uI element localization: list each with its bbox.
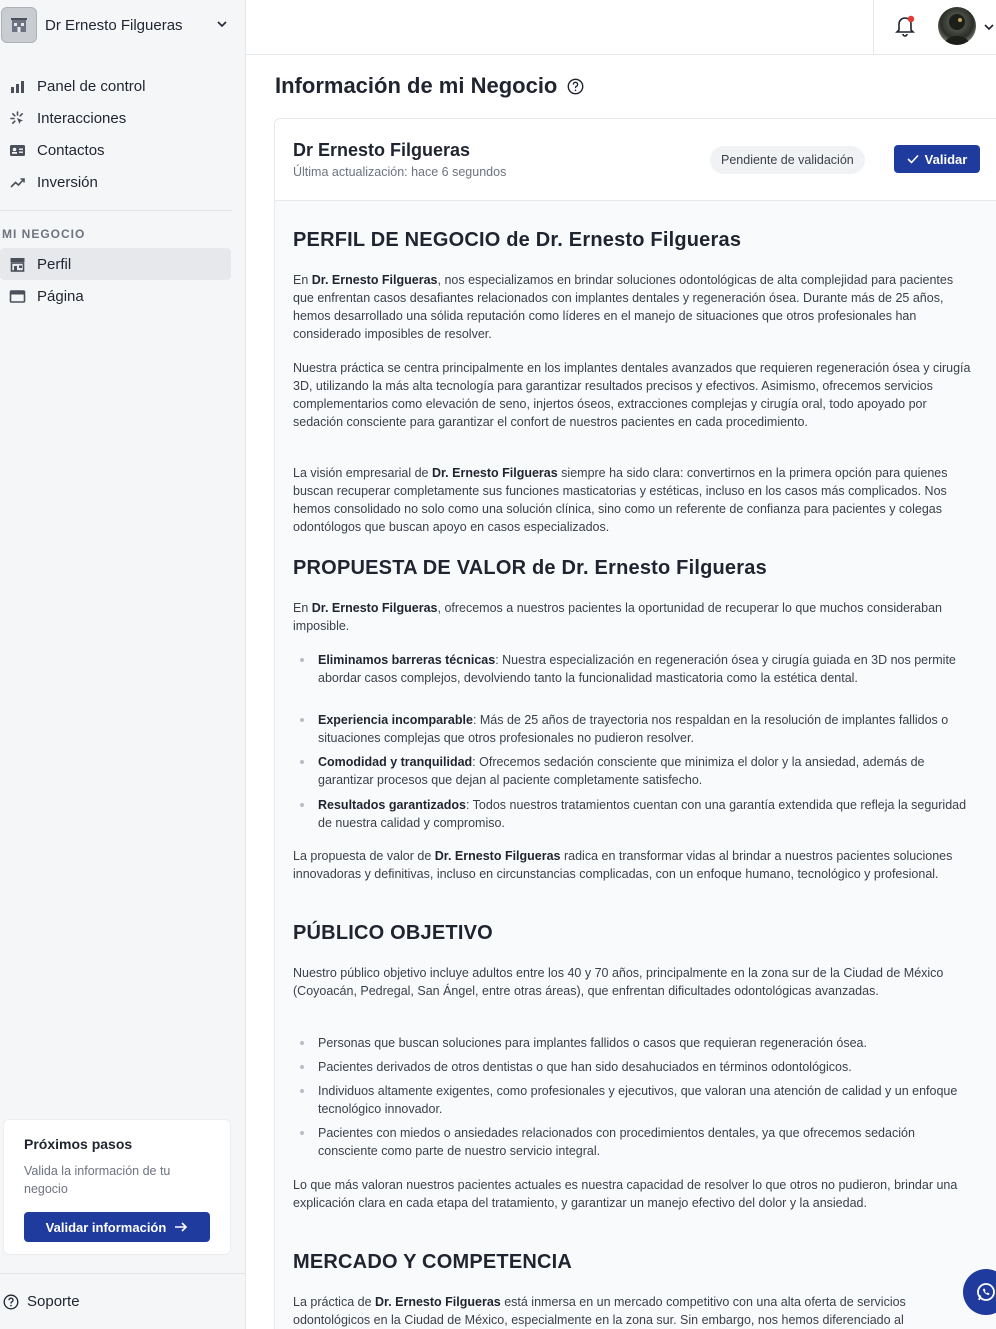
heading-mercado-competencia: MERCADO Y COMPETENCIA [293,1251,573,1273]
nav-item-panel-de-control[interactable] [0,70,246,102]
next-steps-card [3,1119,231,1255]
paragraph: Nuestra práctica se centra principalmente en los implantes dentales avanzados que requieren regeneración ósea y cirugía 3D, utilizando la más alta tecnología para garantizar resultados precisos y efectivos. Asimismo, ofrecemos servicios complementarios como elevación de seno, injertos óseos, extracciones complejas y cirugía oral, todo apoyado por sedación consciente para garantizar el confort de nuestros pacientes en cada procedimiento. [293,361,971,429]
help-icon[interactable] [567,78,584,95]
list-item: Personas que buscan soluciones para implantes fallidos o casos que requieran regeneración ósea. [318,1034,978,1052]
user-avatar[interactable] [938,7,976,45]
nav-item-inversion[interactable] [0,166,246,198]
next-steps-title: Próximos pasos [24,1136,133,1152]
list-item: Experiencia incomparable: Más de 25 años de trayectoria nos respaldan en la resolución de implantes fallidos o situaciones complejas que otros profesionales no pudieron resolver. [318,711,978,747]
notification-bell-icon[interactable] [894,14,916,38]
chevron-down-icon [215,17,229,31]
nav-item-label: Página [37,287,84,305]
list-item: Resultados garantizados: Todos nuestros tratamientos cuentan con una garantía extendida que refleja la seguridad de nuestra calidad y compromiso. [318,796,978,832]
arrow-right-icon [174,1221,188,1233]
contact-card-icon [9,142,26,159]
avatar-image [938,7,976,45]
last-updated: Última actualización: hace 6 segundos [293,165,507,179]
status-badge: Pendiente de validación [710,146,865,174]
support-link[interactable] [3,1293,80,1310]
paragraph: Lo que más valoran nuestros pacientes actuales es nuestra capacidad de resolver lo que otros no pudieron, brindar una explicación clara en cada etapa del tratamiento, y garantizar un manejo efectivo del dolor y la ansiedad. [293,1178,958,1210]
org-logo [1,7,37,43]
nav-item-label: Interacciones [37,109,127,127]
next-steps-text: Valida la información de tu negocio [24,1164,171,1196]
validate-info-label: Validar información [45,1219,167,1235]
validate-button-label: Validar [924,151,968,167]
paragraph: En Dr. Ernesto Filgueras, ofrecemos a nuestros pacientes la oportunidad de recuperar lo que muchos consideraban imposible. [293,601,942,633]
org-name: Dr Ernesto Filgueras [45,16,183,34]
main-nav [0,70,246,198]
page-title-text: Información de mi Negocio [275,73,558,98]
support-label: Soporte [27,1293,80,1310]
profile-document [275,201,996,1329]
nav-item-pagina[interactable] [0,280,246,312]
nav-item-interacciones[interactable] [0,102,246,134]
whatsapp-icon [975,1281,996,1303]
chevron-down-icon[interactable] [982,20,996,34]
business-name: Dr Ernesto Filgueras [293,140,471,160]
check-icon [907,154,919,164]
paragraph: La visión empresarial de Dr. Ernesto Filgueras siempre ha sido clara: convertirnos en la primera opción para quienes buscan recuperar completamente sus funciones masticatorias y estéticas, incluso en los casos más complicados. Nos hemos consolidado no solo como una solución clínica, sino como un referente de confianza para pacientes y colegas odontólogos que buscan apoyo en casos especializados. [293,466,948,534]
support-divider [0,1273,246,1274]
paragraph: La propuesta de valor de Dr. Ernesto Filgueras radica en transformar vidas al brindar a nuestros pacientes soluciones innovadoras y definitivas, incluso en circunstancias complicadas, con un enfoque humano, tecnológico y profesional. [293,849,953,881]
list-item: Eliminamos barreras técnicas: Nuestra especialización en regeneración ósea y cirugía guiada en 3D nos permite abordar casos complejos, devolviendo tanto la funcionalidad masticatoria como la estética dental. [318,651,978,687]
nav-item-perfil[interactable] [0,248,231,280]
nav-item-label: Panel de control [37,77,146,95]
page-title [275,73,584,99]
nav-item-contactos[interactable] [0,134,246,166]
paragraph: Nuestro público objetivo incluye adultos entre los 40 y 70 años, principalmente en la zona sur de la Ciudad de México (Coyoacán, Pedregal, San Ángel, entre otras áreas), que enfrentan dificultades odontológicas avanzadas. [293,966,944,998]
sidebar [0,0,246,1329]
sparkle-icon [9,110,26,127]
nav-item-label: Perfil [37,255,72,273]
list-item: Pacientes con miedos o ansiedades relacionados con procedimientos dentales, ya que ofrecemos sedación consciente como parte de nuestro servicio integral. [318,1124,978,1160]
nav-item-label: Contactos [37,141,105,159]
heading-perfil: PERFIL DE NEGOCIO de Dr. Ernesto Filgueras [293,229,742,251]
top-bar [246,0,996,55]
browser-icon [9,288,26,305]
list-item: Individuos altamente exigentes, como profesionales y ejecutivos, que valoran una atención de calidad y un enfoque tecnológico innovador. [318,1082,978,1118]
section-label: MI NEGOCIO [2,227,86,241]
list-item: Comodidad y tranquilidad: Ofrecemos sedación consciente que minimiza el dolor y la ansiedad, además de garantizar procesos que dejan al paciente completamente satisfecho. [318,753,978,789]
heading-propuesta-valor: PROPUESTA DE VALOR de Dr. Ernesto Filgueras [293,557,767,579]
business-info-card [274,118,996,1329]
help-circle-icon [3,1294,19,1310]
bar-chart-icon [9,78,26,95]
topbar-separator [873,0,874,55]
paragraph: La práctica de Dr. Ernesto Filgueras está inmersa en un mercado competitivo con una alta oferta de servicios odontológicos en la Ciudad de México, especialmente en la zona sur. Sin embargo, nos hemos diferenciado al [293,1295,906,1327]
business-nav [0,248,246,312]
sidebar-divider [0,210,232,211]
paragraph: En Dr. Ernesto Filgueras, nos especializamos en brindar soluciones odontológicas de alta complejidad para pacientes que enfrentan casos desafiantes relacionados con implantes dentales y regeneración ósea. Durante más de 25 años, hemos desarrollado una sólida reputación como líderes en el manejo de situaciones que otros profesionales han considerado imposibles de resolver. [293,273,954,341]
trend-up-icon [9,174,26,191]
validate-info-button[interactable] [24,1212,210,1242]
nav-item-label: Inversión [37,173,98,191]
list-item: Pacientes derivados de otros dentistas o que han sido desahuciados en términos odontológicos. [318,1058,978,1076]
card-header [275,119,996,201]
heading-publico-objetivo: PÚBLICO OBJETIVO [293,922,493,944]
org-switcher[interactable] [0,0,246,50]
store-icon [9,256,26,273]
validate-button[interactable] [894,145,980,173]
